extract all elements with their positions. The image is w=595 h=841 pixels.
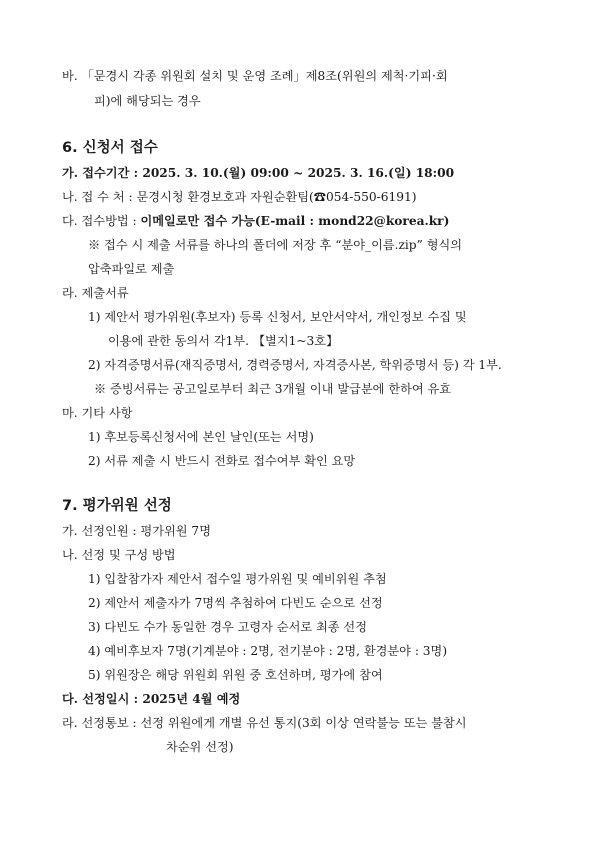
receipt-place: 나. 접 수 처 : 문경시청 환경보호과 자원순환팀(☎054-550-6191)	[62, 190, 417, 204]
selection-method-heading: 나. 선정 및 구성 방법	[62, 548, 176, 562]
receipt-note-line1: ※ 접수 시 제출 서류를 하나의 폴더에 저장 후 “분야_이름.zip” 형식의	[88, 238, 463, 252]
receipt-method-email: 이메일로만 접수 가능(E-mail : mond22@korea.kr)	[140, 214, 450, 228]
etc-heading: 마. 기타 사항	[62, 406, 133, 420]
selection-method-item1: 1) 입찰참가자 제안서 접수일 평가위원 및 예비위원 추첨	[88, 572, 387, 586]
selection-notice-line1: 라. 선정통보 : 선정 위원에게 개별 유선 통지(3회 이상 연락불능 또는 불참시	[62, 716, 467, 730]
receipt-note-line2: 압축파일로 제출	[88, 262, 175, 276]
receipt-method-label: 다. 접수방법 :	[62, 214, 141, 228]
item-ba-line1: 바. 「문경시 각종 위원회 설치 및 운영 조례」제8조(위원의 제척·기피·회	[62, 69, 448, 83]
selection-notice-line2: 차순위 선정)	[166, 740, 234, 754]
submit-docs-item1-line1: 1) 제안서 평가위원(후보자) 등록 신청서, 보안서약서, 개인정보 수집 및	[88, 310, 467, 324]
etc-item1: 1) 후보등록신청서에 본인 날인(또는 서명)	[88, 430, 314, 444]
section-7-title: 7. 평가위원 선정	[62, 498, 172, 514]
section-6-title: 6. 신청서 접수	[62, 140, 158, 156]
selection-count: 가. 선정인원 : 평가위원 7명	[62, 524, 211, 538]
receipt-method	[62, 212, 449, 230]
selection-method-item5: 5) 위원장은 해당 위원회 위원 중 호선하며, 평가에 참여	[88, 668, 383, 682]
receipt-period: 가. 접수기간 : 2025. 3. 10.(월) 09:00 ~ 2025. 3. 16.(일) 18:00	[62, 166, 455, 180]
etc-item2: 2) 서류 제출 시 반드시 전화로 접수여부 확인 요망	[88, 454, 356, 468]
submit-docs-note: ※ 증빙서류는 공고일로부터 최근 3개월 이내 발급분에 한하여 유효	[94, 382, 452, 396]
selection-method-item4: 4) 예비후보자 7명(기계분야 : 2명, 전기분야 : 2명, 환경분야 : 3명)	[88, 644, 448, 658]
item-ba-line2: 피)에 해당되는 경우	[94, 94, 201, 108]
selection-date: 다. 선정일시 : 2025년 4월 예정	[62, 692, 241, 706]
submit-docs-item2: 2) 자격증명서류(재직증명서, 경력증명서, 자격증사본, 학위증명서 등) 각 1부.	[88, 358, 502, 372]
selection-method-item2: 2) 제안서 제출자가 7명씩 추첨하여 다빈도 순으로 선정	[88, 596, 383, 610]
submit-docs-item1-line2: 이용에 관한 동의서 각1부. 【별지1~3호】	[108, 334, 339, 348]
submit-docs-heading: 라. 제출서류	[62, 286, 129, 300]
selection-method-item3: 3) 다빈도 수가 동일한 경우 고령자 순서로 최종 선정	[88, 620, 367, 634]
